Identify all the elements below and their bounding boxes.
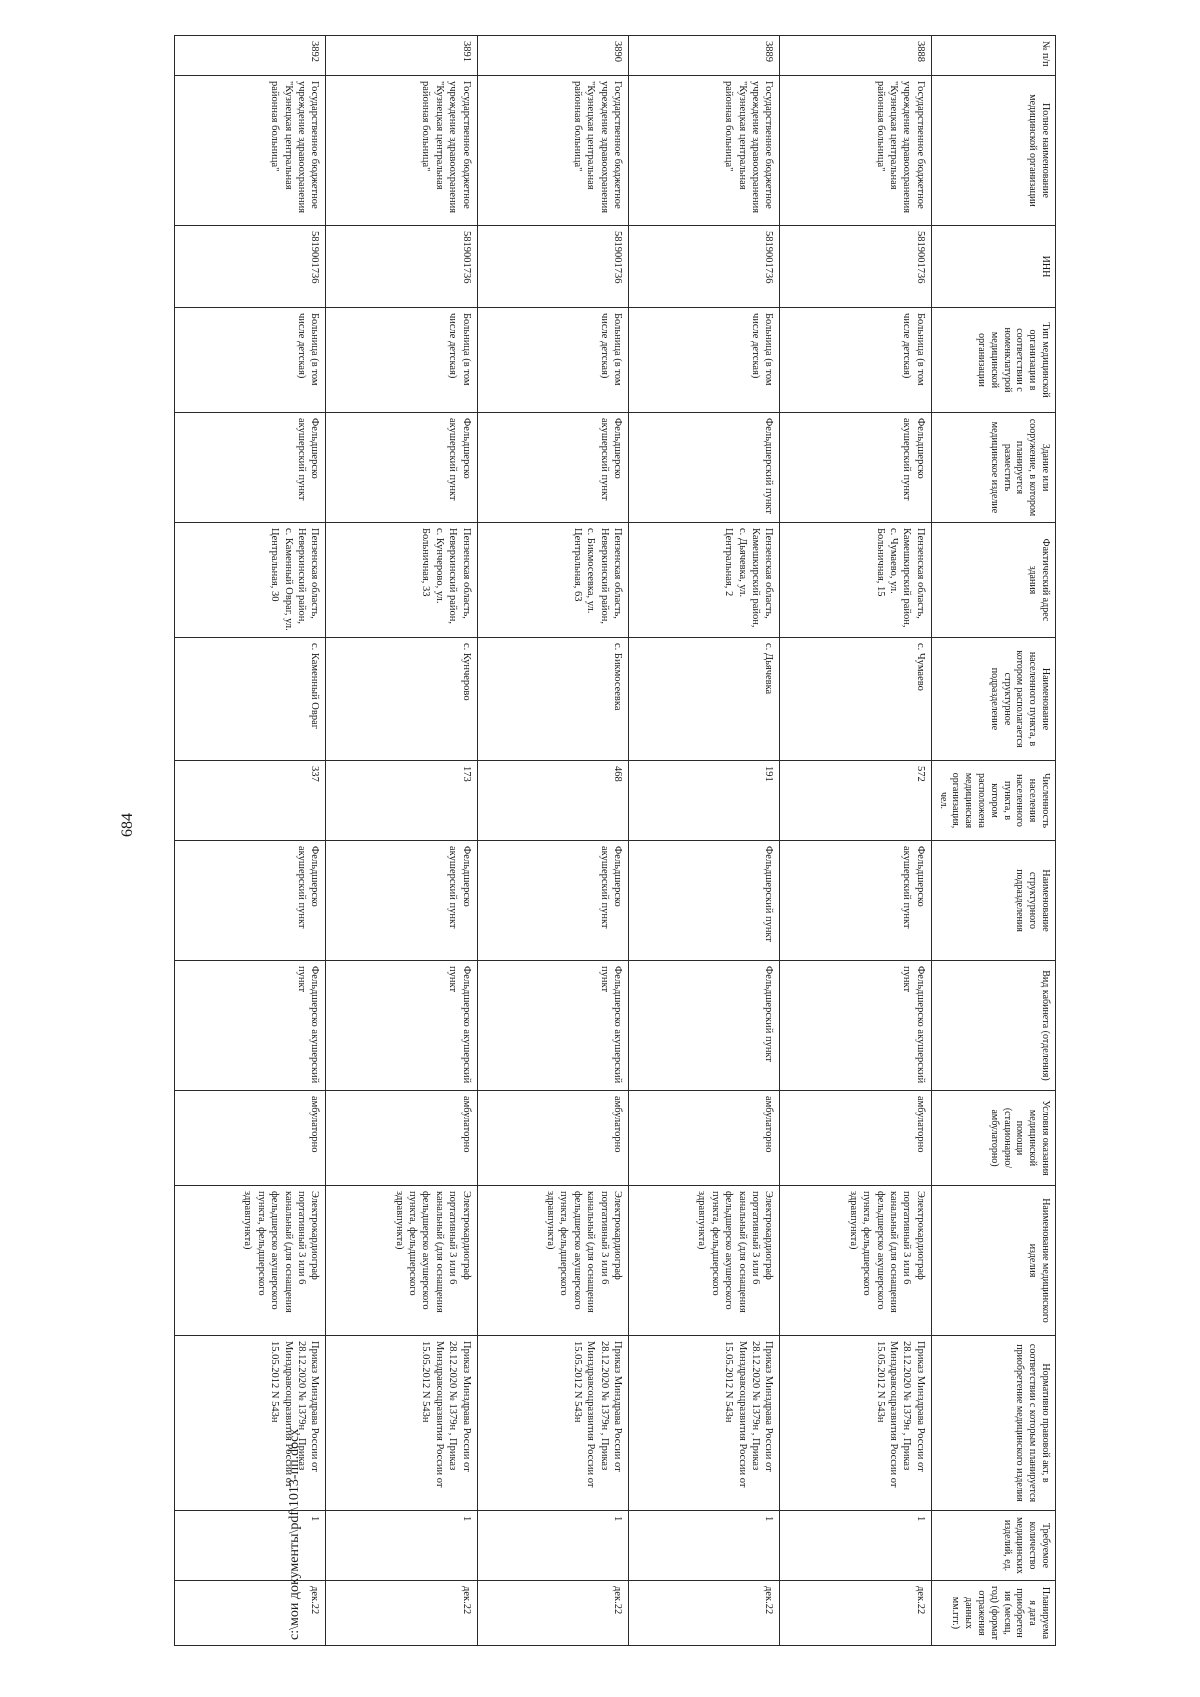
header-cell: Тип медицинской организации в соответствии с номенклатурой медицинской организации xyxy=(931,308,1055,413)
address-cell: Пензенская область, Неверкинский район, с. Каменный Овраг, ул. Центральная, 30 xyxy=(175,523,326,638)
quantity-cell: 1 xyxy=(629,1511,780,1581)
header-cell: Здание или сооружение, в котором планируется разместить медицинское изделие xyxy=(931,413,1055,523)
cabinet-type-cell: Фельдшерско акушерский пункт xyxy=(780,961,931,1091)
table-row xyxy=(629,36,780,1646)
settlement-cell: с. Кунчерово xyxy=(326,638,477,761)
cabinet-type-cell: Фельдшерско акушерский пункт xyxy=(175,961,326,1091)
organization-type-cell: Больница (в том числе детская) xyxy=(477,308,628,413)
document-table-container xyxy=(174,35,1056,1645)
device-name-cell: Электрокардиограф портативный 3 или 6 канальный (для оснащения фельдшерско акушерского пункта, фельдшерского здравпункта) xyxy=(629,1186,780,1336)
care-conditions-cell: амбулаторно xyxy=(780,1091,931,1186)
purchase-date-cell: дек.22 xyxy=(477,1581,628,1646)
address-cell: Пензенская область, Камешкирский район, с. Чумаево, ул. Больничная, 15 xyxy=(780,523,931,638)
header-cell: Наименование медицинского изделия xyxy=(931,1186,1055,1336)
settlement-cell: с. Дьячевка xyxy=(629,638,780,761)
row-number-cell: 3890 xyxy=(477,36,628,76)
building-cell: Фельдшерско акушерский пункт xyxy=(175,413,326,523)
device-name-cell: Электрокардиограф портативный 3 или 6 канальный (для оснащения фельдшерско акушерского пункта, фельдшерского здравпункта) xyxy=(326,1186,477,1336)
legal-act-cell: Приказ Минздрава России от 28.12.2020 № 1379н , Приказ Минздравсоцразвития России от 15.05.2012 N 543н xyxy=(175,1336,326,1511)
header-cell: ИНН xyxy=(931,226,1055,308)
organization-name-cell: Государственное бюджетное учреждение здравоохранения "Кузнецкая центральная районная больница" xyxy=(175,76,326,226)
table-row xyxy=(477,36,628,1646)
purchase-date-cell: дек.22 xyxy=(326,1581,477,1646)
purchase-date-cell: дек.22 xyxy=(629,1581,780,1646)
population-cell: 468 xyxy=(477,761,628,841)
building-cell: Фельдшерско акушерский пункт xyxy=(477,413,628,523)
purchase-date-cell: дек.22 xyxy=(175,1581,326,1646)
building-cell: Фельдшерско акушерский пункт xyxy=(780,413,931,523)
table-row xyxy=(175,36,326,1646)
purchase-date-cell: дек.22 xyxy=(780,1581,931,1646)
settlement-cell: с. Чумаево xyxy=(780,638,931,761)
header-cell: № п/п xyxy=(931,36,1055,76)
address-cell: Пензенская область, Камешкирский район, с. Дьячевка, ул. Центральная, 2 xyxy=(629,523,780,638)
inn-cell: 5819001736 xyxy=(629,226,780,308)
subdivision-cell: Фельдшерский пункт xyxy=(629,841,780,961)
header-cell: Планируемая дата приобретения (месяц, год) (формат отражения данных мм.ггг.) xyxy=(931,1581,1055,1646)
row-number-cell: 3892 xyxy=(175,36,326,76)
quantity-cell: 1 xyxy=(477,1511,628,1581)
legal-act-cell: Приказ Минздрава России от 28.12.2020 № 1379н , Приказ Минздравсоцразвития России от 15.05.2012 N 543н xyxy=(629,1336,780,1511)
device-name-cell: Электрокардиограф портативный 3 или 6 канальный (для оснащения фельдшерско акушерского пункта, фельдшерского здравпункта) xyxy=(175,1186,326,1336)
inn-cell: 5819001736 xyxy=(175,226,326,308)
page-number: 684 xyxy=(119,813,136,837)
header-cell: Наименование населенного пункта, в котором располагается структурное подразделение xyxy=(931,638,1055,761)
organization-name-cell: Государственное бюджетное учреждение здравоохранения "Кузнецкая центральная районная больница" xyxy=(477,76,628,226)
subdivision-cell: Фельдшерско акушерский пункт xyxy=(780,841,931,961)
care-conditions-cell: амбулаторно xyxy=(477,1091,628,1186)
organization-type-cell: Больница (в том числе детская) xyxy=(629,308,780,413)
care-conditions-cell: амбулаторно xyxy=(326,1091,477,1186)
address-cell: Пензенская область, Неверкинский район, с. Бикмосеевка, ул. Центральная, 63 xyxy=(477,523,628,638)
legal-act-cell: Приказ Минздрава России от 28.12.2020 № 1379н , Приказ Минздравсоцразвития России от 15.05.2012 N 543н xyxy=(326,1336,477,1511)
population-cell: 572 xyxy=(780,761,931,841)
address-cell: Пензенская область, Неверкинский район, с. Кунчерово, ул. Больничная, 33 xyxy=(326,523,477,638)
header-cell: Численность населения населенного пункта, в котором расположена медицинская организация, чел. xyxy=(931,761,1055,841)
organization-name-cell: Государственное бюджетное учреждение здравоохранения "Кузнецкая центральная районная больница" xyxy=(780,76,931,226)
legal-act-cell: Приказ Минздрава России от 28.12.2020 № 1379н , Приказ Минздравсоцразвития России от 15.05.2012 N 543н xyxy=(780,1336,931,1511)
subdivision-cell: Фельдшерско акушерский пункт xyxy=(175,841,326,961)
quantity-cell: 1 xyxy=(326,1511,477,1581)
quantity-cell: 1 xyxy=(175,1511,326,1581)
header-cell: Требуемое количество медицинских изделий, ед. xyxy=(931,1511,1055,1581)
row-number-cell: 3889 xyxy=(629,36,780,76)
care-conditions-cell: амбулаторно xyxy=(175,1091,326,1186)
header-cell: Наименование структурного подразделения xyxy=(931,841,1055,961)
header-cell: Вид кабинета (отделения) xyxy=(931,961,1055,1091)
organization-name-cell: Государственное бюджетное учреждение здравоохранения "Кузнецкая центральная районная больница" xyxy=(629,76,780,226)
organization-type-cell: Больница (в том числе детская) xyxy=(175,308,326,413)
row-number-cell: 3891 xyxy=(326,36,477,76)
subdivision-cell: Фельдшерско акушерский пункт xyxy=(326,841,477,961)
population-cell: 173 xyxy=(326,761,477,841)
device-name-cell: Электрокардиограф портативный 3 или 6 канальный (для оснащения фельдшерско акушерского пункта, фельдшерского здравпункта) xyxy=(477,1186,628,1336)
cabinet-type-cell: Фельдшерско акушерский пункт xyxy=(477,961,628,1091)
equipment-table xyxy=(174,35,1056,1646)
subdivision-cell: Фельдшерско акушерский пункт xyxy=(477,841,628,961)
header-cell: Полное наименование медицинской организации xyxy=(931,76,1055,226)
population-cell: 191 xyxy=(629,761,780,841)
device-name-cell: Электрокардиограф портативный 3 или 6 канальный (для оснащения фельдшерско акушерского пункта, фельдшерского здравпункта) xyxy=(780,1186,931,1336)
table-row xyxy=(326,36,477,1646)
inn-cell: 5819001736 xyxy=(477,226,628,308)
building-cell: Фельдшерский пункт xyxy=(629,413,780,523)
settlement-cell: с. Каменный Овраг xyxy=(175,638,326,761)
table-header-row xyxy=(931,36,1055,1646)
population-cell: 337 xyxy=(175,761,326,841)
header-cell: Фактический адрес здания xyxy=(931,523,1055,638)
document-file-path: c:\мои документы\pdf\1013-пп.docx xyxy=(287,1428,302,1640)
settlement-cell: с. Бикмосеевка xyxy=(477,638,628,761)
organization-type-cell: Больница (в том числе детская) xyxy=(780,308,931,413)
inn-cell: 5819001736 xyxy=(780,226,931,308)
header-cell: Условия оказания медицинской помощи (стационарно/ амбулаторно) xyxy=(931,1091,1055,1186)
cabinet-type-cell: Фельдшерский пункт xyxy=(629,961,780,1091)
row-number-cell: 3888 xyxy=(780,36,931,76)
quantity-cell: 1 xyxy=(780,1511,931,1581)
care-conditions-cell: амбулаторно xyxy=(629,1091,780,1186)
table-row xyxy=(780,36,931,1646)
inn-cell: 5819001736 xyxy=(326,226,477,308)
header-cell: Нормативно правовой акт, в соответствии с которым планируется приобретение медицинского изделия xyxy=(931,1336,1055,1511)
cabinet-type-cell: Фельдшерско акушерский пункт xyxy=(326,961,477,1091)
organization-type-cell: Больница (в том числе детская) xyxy=(326,308,477,413)
building-cell: Фельдшерско акушерский пункт xyxy=(326,413,477,523)
organization-name-cell: Государственное бюджетное учреждение здравоохранения "Кузнецкая центральная районная больница" xyxy=(326,76,477,226)
legal-act-cell: Приказ Минздрава России от 28.12.2020 № 1379н , Приказ Минздравсоцразвития России от 15.05.2012 N 543н xyxy=(477,1336,628,1511)
